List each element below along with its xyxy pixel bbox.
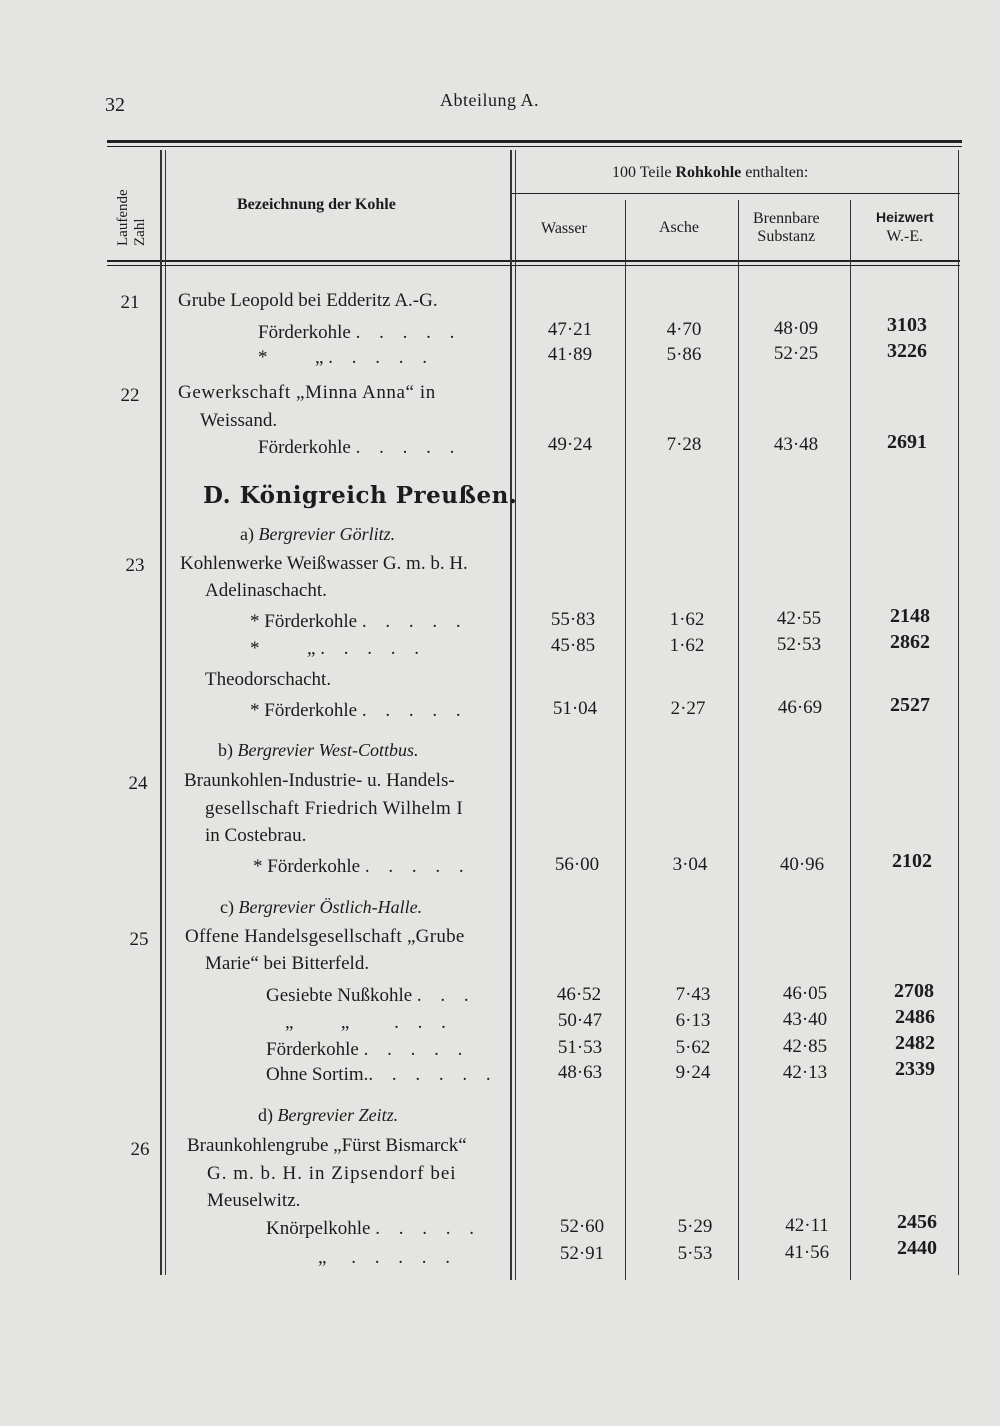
value-brennbar: 40·96 xyxy=(779,854,825,875)
header-wasser: Wasser xyxy=(541,220,587,237)
value-brennbar: 46·05 xyxy=(782,983,828,1004)
value-brennbar: 43·40 xyxy=(782,1009,828,1030)
value-asche: 5·29 xyxy=(677,1216,713,1237)
header-asche: Asche xyxy=(659,219,699,236)
subsection-heading: c) Bergrevier Östlich-Halle. xyxy=(220,897,423,917)
coal-name: Theodorschacht. xyxy=(205,669,332,690)
header-heizwert: Heizwert W.-E. xyxy=(876,209,934,245)
header-bottom-rule xyxy=(107,260,960,262)
coal-name: Adelinaschacht. xyxy=(205,580,327,601)
coal-type: * Förderkohle . . . . . xyxy=(250,611,468,632)
row-number: 25 xyxy=(129,929,149,950)
value-brennbar: 41·56 xyxy=(784,1242,830,1263)
value-brennbar: 42·55 xyxy=(776,608,822,629)
header-bezeichnung: Bezeichnung der Kohle xyxy=(237,196,396,213)
running-head: Abteilung A. xyxy=(440,90,539,110)
col-rule-2b xyxy=(515,150,516,1280)
header-brennbare: Brennbare Substanz xyxy=(753,210,820,245)
value-heizwert: 2456 xyxy=(897,1211,937,1233)
coal-type: Knörpelkohle . . . . . xyxy=(266,1218,481,1239)
value-brennbar: 48·09 xyxy=(773,318,819,339)
value-heizwert: 2486 xyxy=(895,1006,935,1028)
value-wasser: 52·91 xyxy=(559,1243,605,1264)
value-brennbar: 52·53 xyxy=(776,634,822,655)
value-brennbar: 42·85 xyxy=(782,1036,828,1057)
value-wasser: 52·60 xyxy=(559,1216,605,1237)
value-heizwert: 2148 xyxy=(890,605,930,627)
coal-type: * „ . . . . . xyxy=(250,638,426,659)
coal-name: Grube Leopold bei Edderitz A.-G. xyxy=(178,290,438,311)
value-heizwert: 2862 xyxy=(890,631,930,653)
row-number: 23 xyxy=(125,555,145,576)
table-top-rule-thin xyxy=(107,146,962,147)
value-asche: 5·53 xyxy=(677,1243,713,1264)
value-asche: 6·13 xyxy=(675,1010,711,1031)
value-wasser: 47·21 xyxy=(547,319,593,340)
value-heizwert: 2482 xyxy=(895,1032,935,1054)
group-rule xyxy=(512,193,960,194)
row-number: 21 xyxy=(120,292,140,313)
row-number: 22 xyxy=(120,385,140,406)
value-heizwert: 2691 xyxy=(887,431,927,453)
value-asche: 5·86 xyxy=(666,344,702,365)
coal-name: gesellschaft Friedrich Wilhelm I xyxy=(205,798,464,819)
coal-type: Gesiebte Nußkohle . . . xyxy=(266,985,476,1006)
coal-type: Förderkohle . . . . . xyxy=(258,437,462,458)
value-wasser: 46·52 xyxy=(556,984,602,1005)
subsection-heading: b) Bergrevier West-Cottbus. xyxy=(218,740,419,760)
coal-name: Braunkohlengrube „Fürst Bismarck“ xyxy=(187,1135,467,1156)
value-brennbar: 42·11 xyxy=(785,1215,829,1236)
coal-type: * Förderkohle . . . . . xyxy=(250,700,468,721)
value-asche: 9·24 xyxy=(675,1062,711,1083)
page-number: 32 xyxy=(105,94,125,116)
value-heizwert: 2527 xyxy=(890,694,930,716)
coal-type: Förderkohle . . . . . xyxy=(258,322,462,343)
table-top-rule xyxy=(107,140,962,143)
value-wasser: 41·89 xyxy=(547,344,593,365)
value-heizwert: 2102 xyxy=(892,850,932,872)
coal-name: Weissand. xyxy=(200,410,278,431)
coal-type: „ „ . . . xyxy=(285,1012,453,1033)
value-brennbar: 46·69 xyxy=(777,697,823,718)
coal-type: „ . . . . . xyxy=(318,1247,457,1268)
value-wasser: 49·24 xyxy=(547,434,593,455)
value-heizwert: 2440 xyxy=(897,1237,937,1259)
value-heizwert: 3103 xyxy=(887,314,927,336)
value-asche: 7·43 xyxy=(675,984,711,1005)
value-asche: 3·04 xyxy=(672,854,708,875)
coal-name: Meuselwitz. xyxy=(207,1190,301,1211)
value-brennbar: 42·13 xyxy=(782,1062,828,1083)
value-wasser: 48·63 xyxy=(557,1062,603,1083)
row-number: 24 xyxy=(128,773,148,794)
coal-name: Kohlenwerke Weißwasser G. m. b. H. xyxy=(180,553,468,574)
value-brennbar: 43·48 xyxy=(773,434,819,455)
value-asche: 1·62 xyxy=(669,609,705,630)
header-bottom-rule-thin xyxy=(107,265,960,266)
coal-name: G. m. b. H. in Zipsendorf bei xyxy=(207,1163,457,1184)
col-rule-2 xyxy=(510,150,512,1280)
col-rule-4 xyxy=(738,200,739,1280)
coal-type: * Förderkohle . . . . . xyxy=(253,856,471,877)
value-wasser: 50·47 xyxy=(557,1010,603,1031)
value-asche: 4·70 xyxy=(666,319,702,340)
coal-type: Ohne Sortim.. . . . . . xyxy=(266,1064,498,1085)
value-asche: 7·28 xyxy=(666,434,702,455)
coal-name: Offene Handelsgesellschaft „Grube xyxy=(185,926,465,947)
coal-name: Marie“ bei Bitterfeld. xyxy=(205,953,370,974)
subsection-heading: a) Bergrevier Görlitz. xyxy=(240,524,396,544)
value-asche: 1·62 xyxy=(669,635,705,656)
header-laufende-zahl: Laufende Zahl xyxy=(115,189,148,246)
value-wasser: 56·00 xyxy=(554,854,600,875)
value-wasser: 55·83 xyxy=(550,609,596,630)
col-rule-6 xyxy=(958,150,959,1275)
coal-name: in Costebrau. xyxy=(205,825,307,846)
coal-name: Braunkohlen-Industrie- u. Handels- xyxy=(184,770,455,791)
subsection-heading: d) Bergrevier Zeitz. xyxy=(258,1105,399,1125)
value-asche: 5·62 xyxy=(675,1037,711,1058)
value-heizwert: 2708 xyxy=(894,980,934,1002)
header-group: 100 Teile Rohkohle enthalten: xyxy=(612,164,809,181)
value-asche: 2·27 xyxy=(670,698,706,719)
value-wasser: 45·85 xyxy=(550,635,596,656)
col-rule-1 xyxy=(160,150,162,1275)
coal-type: Förderkohle . . . . . xyxy=(266,1039,470,1060)
value-wasser: 51·04 xyxy=(552,698,598,719)
value-heizwert: 3226 xyxy=(887,340,927,362)
value-brennbar: 52·25 xyxy=(773,343,819,364)
value-heizwert: 2339 xyxy=(895,1058,935,1080)
row-number: 26 xyxy=(130,1139,150,1160)
coal-type: * „ . . . . . xyxy=(258,347,434,368)
section-heading: D. Königreich Preußen. xyxy=(203,482,518,509)
value-wasser: 51·53 xyxy=(557,1037,603,1058)
col-rule-1b xyxy=(165,150,166,1275)
coal-name: Gewerkschaft „Minna Anna“ in xyxy=(178,382,436,403)
col-rule-5 xyxy=(850,200,851,1280)
col-rule-3 xyxy=(625,200,626,1280)
